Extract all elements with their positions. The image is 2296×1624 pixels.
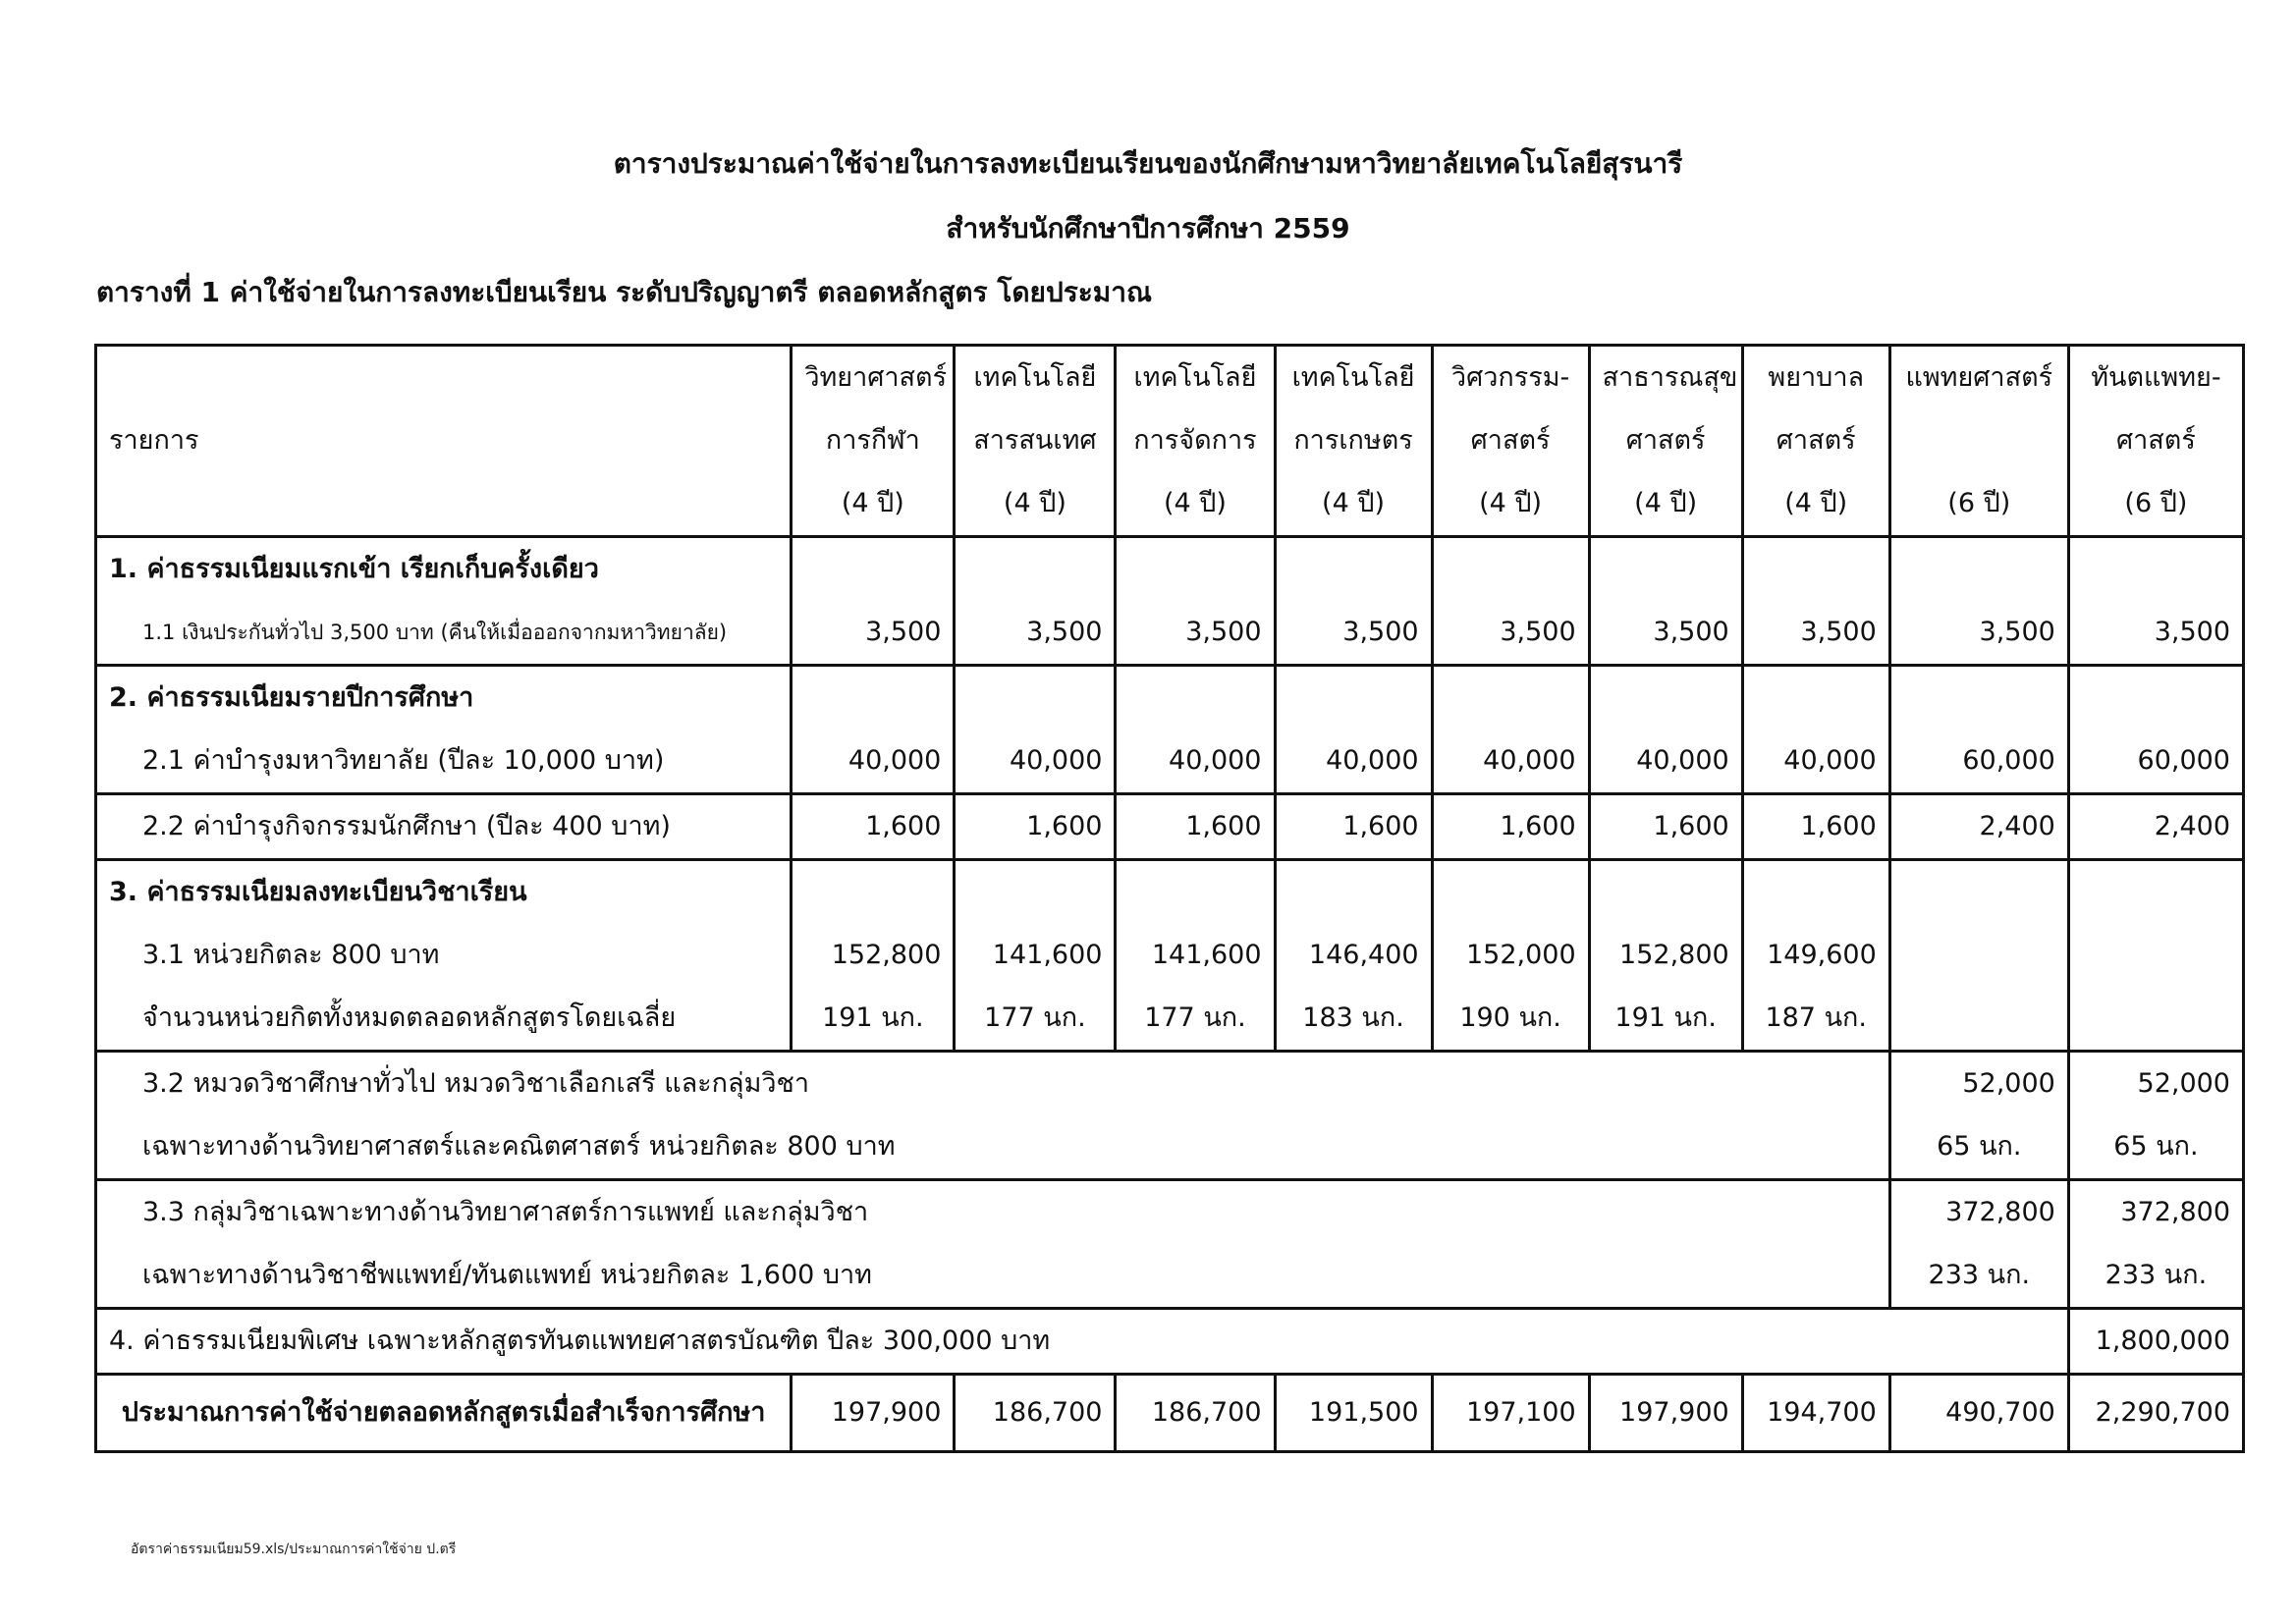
item-1-1: 1.1 เงินประกันทั่วไป 3,500 บาท (คืนให้เมื่อออกจากมหาวิทยาลัย): [142, 621, 728, 644]
item-3-2-row: [96, 1052, 2244, 1180]
value-cell: 141,600: [992, 940, 1103, 970]
item-3-3-row: [96, 1180, 2244, 1309]
value-cell: 3,500: [1026, 617, 1103, 647]
value-cell: 1,600: [1500, 811, 1576, 841]
value-cell: 52,000: [1962, 1068, 2055, 1099]
credits-cell: 183 นก.: [1302, 1002, 1404, 1033]
value-cell: 3,500: [1653, 617, 1729, 647]
document-title: ตารางประมาณค่าใช้จ่ายในการลงทะเบียนเรียนของนักศึกษามหาวิทยาลัยเทคโนโลยีสุรนารี: [613, 147, 1683, 180]
section3-label-cell: [96, 860, 792, 1052]
header-label-cell: [96, 346, 792, 537]
item-2-1: 2.1 ค่าบำรุงมหาวิทยาลัย (ปีละ 10,000 บาท): [142, 745, 665, 776]
value-cell: 1,600: [1653, 811, 1729, 841]
credits-cell: 233 นก.: [1928, 1260, 2031, 1290]
item-3-2-line2: เฉพาะทางด้านวิทยาศาสตร์และคณิตศาสตร์ หน่วยกิตละ 800 บาท: [142, 1131, 896, 1162]
value-cell: 152,800: [1619, 940, 1729, 970]
section1-label: 1. ค่าธรรมเนียมแรกเข้า เรียกเก็บครั้งเดียว: [109, 554, 599, 584]
total-cell: 197,100: [1465, 1397, 1576, 1428]
value-cell: 1,800,000: [2095, 1326, 2230, 1356]
total-cell: 194,700: [1767, 1397, 1877, 1428]
document-subtitle: สำหรับนักศึกษาปีการศึกษา 2559: [946, 212, 1350, 244]
value-cell: 1,600: [865, 811, 942, 841]
value-cell: 152,800: [831, 940, 942, 970]
section1-row: [96, 537, 2244, 666]
value-cell: 149,600: [1767, 940, 1877, 970]
value-cell: 1,600: [1342, 811, 1419, 841]
value-cell: 1,600: [1026, 811, 1103, 841]
total-cell: 191,500: [1308, 1397, 1419, 1428]
value-cell: 40,000: [1009, 745, 1103, 776]
credits-cell: 191 นก.: [1614, 1002, 1717, 1033]
credits-cell: 177 นก.: [1144, 1002, 1246, 1033]
program-header: เทคโนโลยี สารสนเทศ (4 ปี): [955, 346, 1116, 537]
value-cell: 60,000: [1962, 745, 2055, 776]
value-cell: 60,000: [2137, 745, 2230, 776]
program-header: วิศวกรรม- ศาสตร์ (4 ปี): [1432, 346, 1589, 537]
item-2-2: 2.2 ค่าบำรุงกิจกรรมนักศึกษา (ปีละ 400 บาท): [142, 811, 671, 841]
header-label: รายการ: [109, 425, 199, 456]
total-cell: 490,700: [1945, 1397, 2055, 1428]
item-3-3-line1: 3.3 กลุ่มวิชาเฉพาะทางด้านวิทยาศาสตร์การแพทย์ และกลุ่มวิชา: [142, 1197, 869, 1227]
value-cell: 3,500: [1800, 617, 1877, 647]
value-cell: 1,600: [1185, 811, 1262, 841]
value-cell: 40,000: [1483, 745, 1576, 776]
total-cell: 197,900: [831, 1397, 942, 1428]
credits-cell: 65 นก.: [1937, 1131, 2022, 1162]
value-cell: 52,000: [2137, 1068, 2230, 1099]
total-cell: 197,900: [1619, 1397, 1729, 1428]
table-title: ตารางที่ 1 ค่าใช้จ่ายในการลงทะเบียนเรียน ระดับปริญญาตรี ตลอดหลักสูตร โดยประมาณ: [96, 276, 1152, 308]
value-cell: 372,800: [2120, 1197, 2230, 1227]
value-cell: 372,800: [1945, 1197, 2055, 1227]
section2-label-cell: [96, 666, 792, 794]
value-cell: 152,000: [1465, 940, 1576, 970]
total-row: [96, 1375, 2244, 1452]
program-header: วิทยาศาสตร์ การกีฬา (4 ปี): [792, 346, 955, 537]
item-3-3-line2: เฉพาะทางด้านวิชาชีพแพทย์/ทันตแพทย์ หน่วยกิตละ 1,600 บาท: [142, 1260, 872, 1290]
value-cell: 40,000: [1326, 745, 1419, 776]
value-cell: 3,500: [1342, 617, 1419, 647]
value-cell: 1,600: [1800, 811, 1877, 841]
credits-cell: 177 นก.: [984, 1002, 1086, 1033]
value-cell: 146,400: [1308, 940, 1419, 970]
value-cell: 3,500: [865, 617, 942, 647]
header-row: [96, 346, 2244, 537]
item-3-1: 3.1 หน่วยกิตละ 800 บาท: [142, 940, 440, 970]
credits-cell: 191 นก.: [822, 1002, 924, 1033]
value-cell: 2,400: [2154, 811, 2230, 841]
fee-table: [94, 344, 2245, 1453]
program-header: แพทยศาสตร์ (6 ปี): [1889, 346, 2068, 537]
item-2-2-row: [96, 794, 2244, 860]
program-header: ทันตแพทย- ศาสตร์ (6 ปี): [2068, 346, 2243, 537]
section4-row: [96, 1309, 2244, 1375]
value-cell: 3,500: [2154, 617, 2230, 647]
value-cell: 2,400: [1979, 811, 2055, 841]
total-cell: 2,290,700: [2095, 1397, 2230, 1428]
section4-label: 4. ค่าธรรมเนียมพิเศษ เฉพาะหลักสูตรทันตแพทยศาสตรบัณฑิต ปีละ 300,000 บาท: [109, 1326, 1051, 1356]
credits-cell: 233 นก.: [2105, 1260, 2208, 1290]
value-cell: 40,000: [1636, 745, 1729, 776]
value-cell: 3,500: [1500, 617, 1576, 647]
section3-row: [96, 860, 2244, 1052]
section1-label-cell: [96, 537, 792, 666]
value-cell: 40,000: [847, 745, 942, 776]
section2-row: [96, 666, 2244, 794]
program-header: สาธารณสุข ศาสตร์ (4 ปี): [1589, 346, 1742, 537]
credits-cell: 65 นก.: [2113, 1131, 2199, 1162]
program-header: พยาบาล ศาสตร์ (4 ปี): [1742, 346, 1889, 537]
total-label: ประมาณการค่าใช้จ่ายตลอดหลักสูตรเมื่อสำเร็จการศึกษา: [121, 1397, 766, 1428]
item-3-2-line1: 3.2 หมวดวิชาศึกษาทั่วไป หมวดวิชาเลือกเสรี และกลุ่มวิชา: [142, 1068, 810, 1099]
value-cell: 3,500: [1979, 617, 2055, 647]
program-header: เทคโนโลยี การจัดการ (4 ปี): [1116, 346, 1275, 537]
total-cell: 186,700: [992, 1397, 1103, 1428]
credits-cell: 190 นก.: [1459, 1002, 1561, 1033]
value-cell: 40,000: [1169, 745, 1262, 776]
program-header: เทคโนโลยี การเกษตร (4 ปี): [1275, 346, 1432, 537]
item-3-1-credits-label: จำนวนหน่วยกิตทั้งหมดตลอดหลักสูตรโดยเฉลี่ย: [142, 1002, 677, 1033]
value-cell: 3,500: [1185, 617, 1262, 647]
value-cell: 141,600: [1151, 940, 1262, 970]
credits-cell: 187 นก.: [1765, 1002, 1867, 1033]
section3-label: 3. ค่าธรรมเนียมลงทะเบียนวิชาเรียน: [109, 877, 527, 907]
file-path-footer: อัตราค่าธรรมเนียม59.xls/ประมาณการค่าใช้จ่าย ป.ตรี: [131, 1542, 457, 1557]
total-cell: 186,700: [1151, 1397, 1262, 1428]
section2-label: 2. ค่าธรรมเนียมรายปีการศึกษา: [109, 682, 474, 713]
value-cell: 40,000: [1783, 745, 1877, 776]
